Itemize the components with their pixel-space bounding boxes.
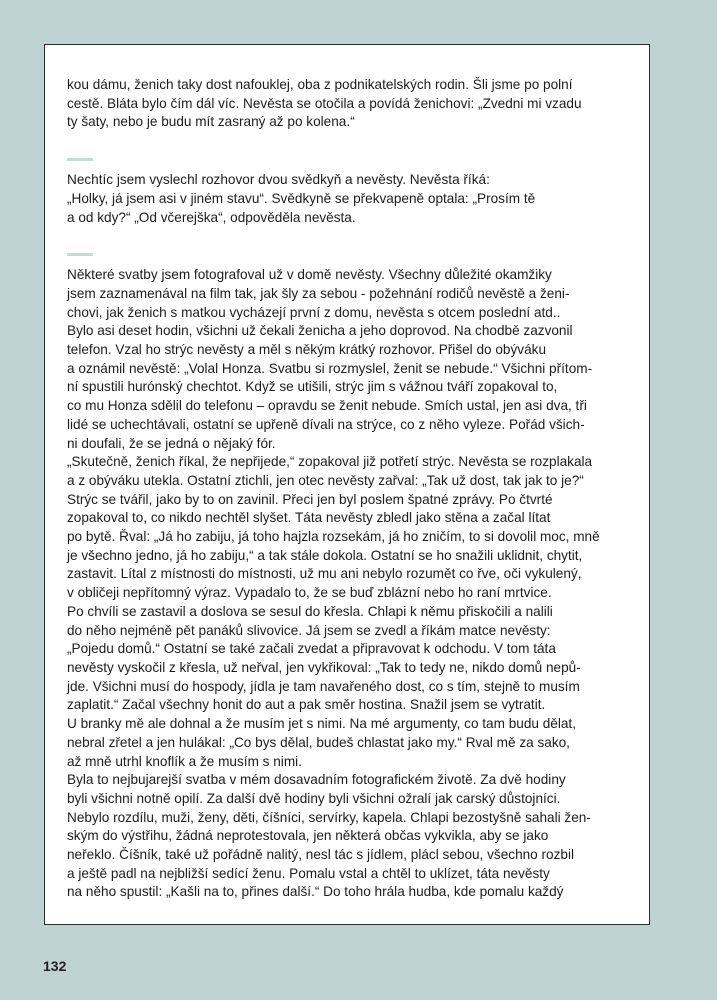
text-line: v obličeji nepřítomný výraz. Vypadalo to, že se buď zblázní nebo ho raní mrtvice. <box>67 585 552 601</box>
text-line: Byla to nejbujarejší svatba v mém dosavadním fotografickém životě. Za dvě hodiny <box>67 772 566 788</box>
paragraph <box>67 171 639 227</box>
text-line: telefon. Vzal ho strýc nevěsty a měl s někým krátký rozhovor. Přišel do obýváku <box>67 342 547 358</box>
text-line: lidé se uchechtávali, ostatní se upřeně dívali na strýce, co z něho vyleze. Pořád všich- <box>67 416 585 432</box>
text-line: a oznámil nevěstě: „Volal Honza. Svatbu si rozmyslel, ženit se nebude.“ Všichni přítom- <box>67 360 593 376</box>
text-line: Po chvíli se zastavil a doslova se sesul do křesla. Chlapi k němu přiskočili a nalili <box>67 603 553 619</box>
text-line: ní spustili hurónský chechtot. Když se utišili, strýc jim s vážnou tváří zopakoval to, <box>67 379 558 395</box>
paragraph <box>67 266 639 902</box>
text-line: je všechno jedno, já ho zabiju,“ a tak stále dokola. Ostatní se ho snažili uklidnit, chytit, <box>67 547 583 563</box>
text-line: Některé svatby jsem fotografoval už v domě nevěsty. Všechny důležité okamžiky <box>67 267 552 283</box>
text-line: až mně utrhl knoflík a že musím s nimi. <box>67 753 302 769</box>
body-text <box>67 76 639 902</box>
text-line: jde. Všichni musí do hospody, jídla je tam navařeného dost, co s tím, stejně to musím <box>67 678 580 694</box>
text-line: nevěsty vyskočil z křesla, už neřval, jen vykřikoval: „Tak to tedy ne, nikdo domů nepů- <box>67 659 581 675</box>
text-line: co mu Honza sdělil do telefonu – opravdu se ženit nebude. Smích ustal, jen asi dva, tři <box>67 398 587 414</box>
text-line: Nechtíc jsem vyslechl rozhovor dvou svědkyň a nevěsty. Nevěsta říká: <box>67 172 490 188</box>
text-line: U branky mě ale dohnal a že musím jet s nimi. Na mé argumenty, co tam budu dělat, <box>67 716 576 732</box>
section-divider <box>67 253 93 256</box>
page-number: 132 <box>43 958 67 974</box>
text-line: „Holky, já jsem asi v jiném stavu“. Svědkyně se překvapeně optala: „Prosím tě <box>67 190 536 206</box>
text-line: ni doufali, že se jedná o nějaký fór. <box>67 435 276 451</box>
text-line: a od kdy?“ „Od včerejška“, odpověděla nevěsta. <box>67 209 356 225</box>
text-line: zopakoval to, co nikdo nechtěl slyšet. Táta nevěsty zbledl jako stěna a začal lítat <box>67 510 551 526</box>
section-divider <box>67 158 93 161</box>
text-line: neřeklo. Číšník, také už pořádně nalitý, nesl tác s jídlem, plácl sebou, všechno rozbil <box>67 847 575 863</box>
text-line: Bylo asi deset hodin, všichni už čekali ženicha a jeho doprovod. Na chodbě zazvonil <box>67 323 573 339</box>
text-line: na něho spustil: „Kašli na to, přines další.“ Do toho hrála hudba, kde pomalu každý <box>67 884 564 900</box>
text-line: a ještě padl na nejbližší sedící ženu. Pomalu vstal a chtěl to uklízet, táta nevěsty <box>67 865 550 881</box>
text-line: „Skutečně, ženich říkal, že nepřijede,“ zopakoval již potřetí strýc. Nevěsta se rozplakala <box>67 454 593 470</box>
text-line: zastavit. Lítal z místnosti do místnosti, už mu ani nebylo rozumět co řve, oči vykulený, <box>67 566 582 582</box>
text-line: chovi, jak ženich s matkou vycházejí první z domu, nevěsta s otcem poslední atd.. <box>67 304 561 320</box>
text-line: kou dámu, ženich taky dost nafouklej, oba z podnikatelských rodin. Šli jsme po polní <box>67 77 573 92</box>
text-line: do něho nejméně pět panáků slivovice. Já jsem se zvedl a říkám matce nevěsty: <box>67 622 551 638</box>
text-line: a z obýváku utekla. Ostatní ztichli, jen otec nevěsty zařval: „Tak už dost, tak jak to je?“ <box>67 472 584 488</box>
text-line: Strýc se tvářil, jako by to on zavinil. Přeci jen byl poslem špatné zprávy. Po čtvrté <box>67 491 553 507</box>
text-line: jsem zaznamenával na film tak, jak šly za sebou - požehnání rodičů nevěstě a ženi- <box>67 285 570 301</box>
text-line: ty šaty, nebo je budu mít zasraný až po kolena.“ <box>67 114 355 130</box>
text-line: nebral zřetel a jen hulákal: „Co bys dělal, budeš chlastat jako my.“ Rval mě za sako, <box>67 734 570 750</box>
text-line: zaplatit.“ Začal všechny honit do aut a pak směr hostina. Snažil jsem se vytratit. <box>67 697 546 713</box>
text-line: Nebylo rozdílu, muži, ženy, děti, číšníci, servírky, kapela. Chlapi bezostyšně sahali žen- <box>67 809 591 825</box>
page-frame <box>44 44 650 925</box>
text-line: cestě. Bláta bylo čím dál víc. Nevěsta se otočila a povídá ženichovi: „Zvedni mi vzadu <box>67 95 582 111</box>
text-line: byli všichni notně opilí. Za další dvě hodiny byli všichni ožralí jak carský důstojníci. <box>67 790 561 806</box>
text-line: po bytě. Řval: „Já ho zabiju, já toho hajzla rozsekám, já ho zničím, to si dovolil moc, mně <box>67 529 600 545</box>
paragraph <box>67 76 639 132</box>
text-line: „Pojedu domů.“ Ostatní se také začali zvedat a připravovat k odchodu. V tom táta <box>67 641 556 657</box>
text-line: ským do výstřihu, žádná neprotestovala, jen některá občas vykvikla, aby se jako <box>67 828 549 844</box>
